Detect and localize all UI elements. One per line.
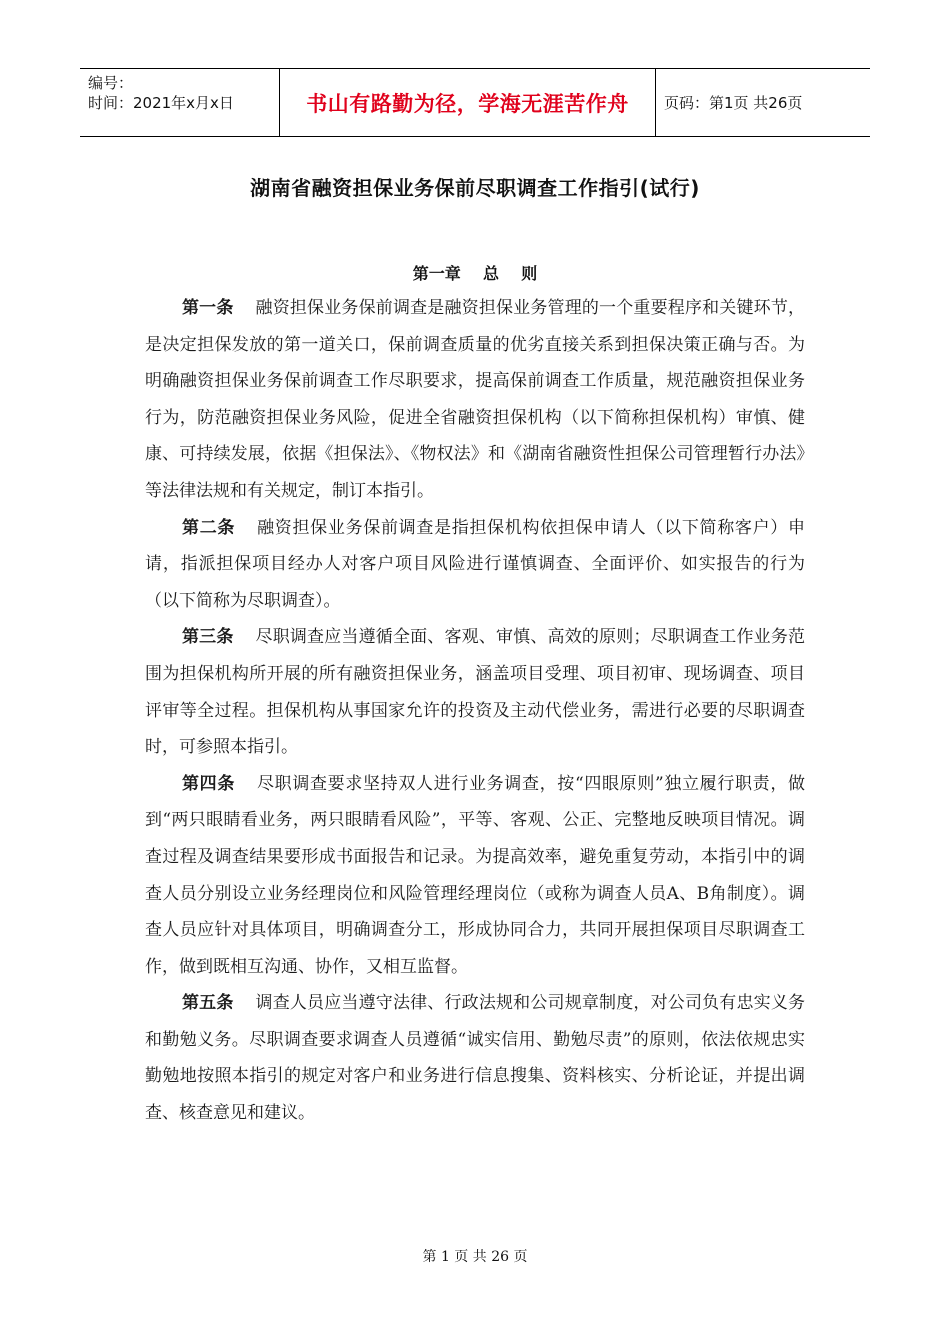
page-footer: 第 1 页 共 26 页 [422,1249,528,1265]
document-body [145,290,805,1132]
chapter-heading: 第一章 总 则 [412,264,538,283]
page-info: 页码：第1页 共26页 [664,94,803,112]
motto: 书山有路勤为径，学海无涯苦作舟 [279,69,656,136]
article-text: 尽职调查要求坚持双人进行业务调查，按“四眼原则”独立履行职责，做到“两只眼睛看业务，两只眼睛看风险”，平等、客观、公正、完整地反映项目情况。调查过程及调查结果要形成书面报告和记录。为提高效率，避免重复劳动，本指引中的调查人员分别设立业务经理岗位和风险管理经理岗位（或称为调查人员A、B角制度）。调查人员应针对具体项目，明确调查分工，形成协同合力，共同开展担保项目尽职调查工作，做到既相互沟通、协作，又相互监督。 [145,773,805,977]
article-label: 第一条 [182,298,234,318]
document-header [80,68,870,137]
article-label: 第四条 [182,773,235,794]
article-text: 融资担保业务保前调查是融资担保业务管理的一个重要程序和关键环节，是决定担保发放的第一道关口，保前调查质量的优劣直接关系到担保决策正确与否。为明确融资担保业务保前调查工作尽职要求，提高保前调查工作质量，规范融资担保业务行为，防范融资担保业务风险，促进全省融资担保机构（以下简称担保机构）审慎、健康、可持续发展，依据《担保法》、《物权法》和《湖南省融资性担保公司管理暂行办法》等法律法规和有关规定，制订本指引。 [145,298,806,501]
article-text: 融资担保业务保前调查是指担保机构依担保申请人（以下简称客户）申请，指派担保项目经办人对客户项目风险进行谨慎调查、全面评价、如实报告的行为（以下简称为尽职调查）。 [145,517,806,611]
article-paragraph [145,510,805,620]
article-label: 第五条 [182,993,234,1014]
article-text: 尽职调查应当遵循全面、客观、审慎、高效的原则；尽职调查工作业务范围为担保机构所开展的所有融资担保业务，涵盖项目受理、项目初审、现场调查、项目评审等全过程。担保机构从事国家允许的投资及主动代偿业务，需进行必要的尽职调查时，可参照本指引。 [145,627,806,758]
article-label: 第三条 [182,627,234,648]
article-text: 调查人员应当遵守法律、行政法规和公司规章制度，对公司负有忠实义务和勤勉义务。尽职调查要求调查人员遵循“诚实信用、勤勉尽责”的原则，依法依规忠实勤勉地按照本指引的规定对客户和业务进行信息搜集、资料核实、分析论证，并提出调查、核查意见和建议。 [145,993,806,1124]
article-label: 第二条 [182,517,236,538]
article-paragraph [145,766,805,986]
number-label: 编号： [88,74,134,92]
header-meta [80,69,279,136]
time-label: 时间：2021年x月x日 [88,94,234,112]
article-paragraph [145,290,805,510]
document-title: 湖南省融资担保业务保前尽职调查工作指引(试行) [250,176,700,200]
article-paragraph [145,985,805,1131]
article-paragraph [145,619,805,765]
